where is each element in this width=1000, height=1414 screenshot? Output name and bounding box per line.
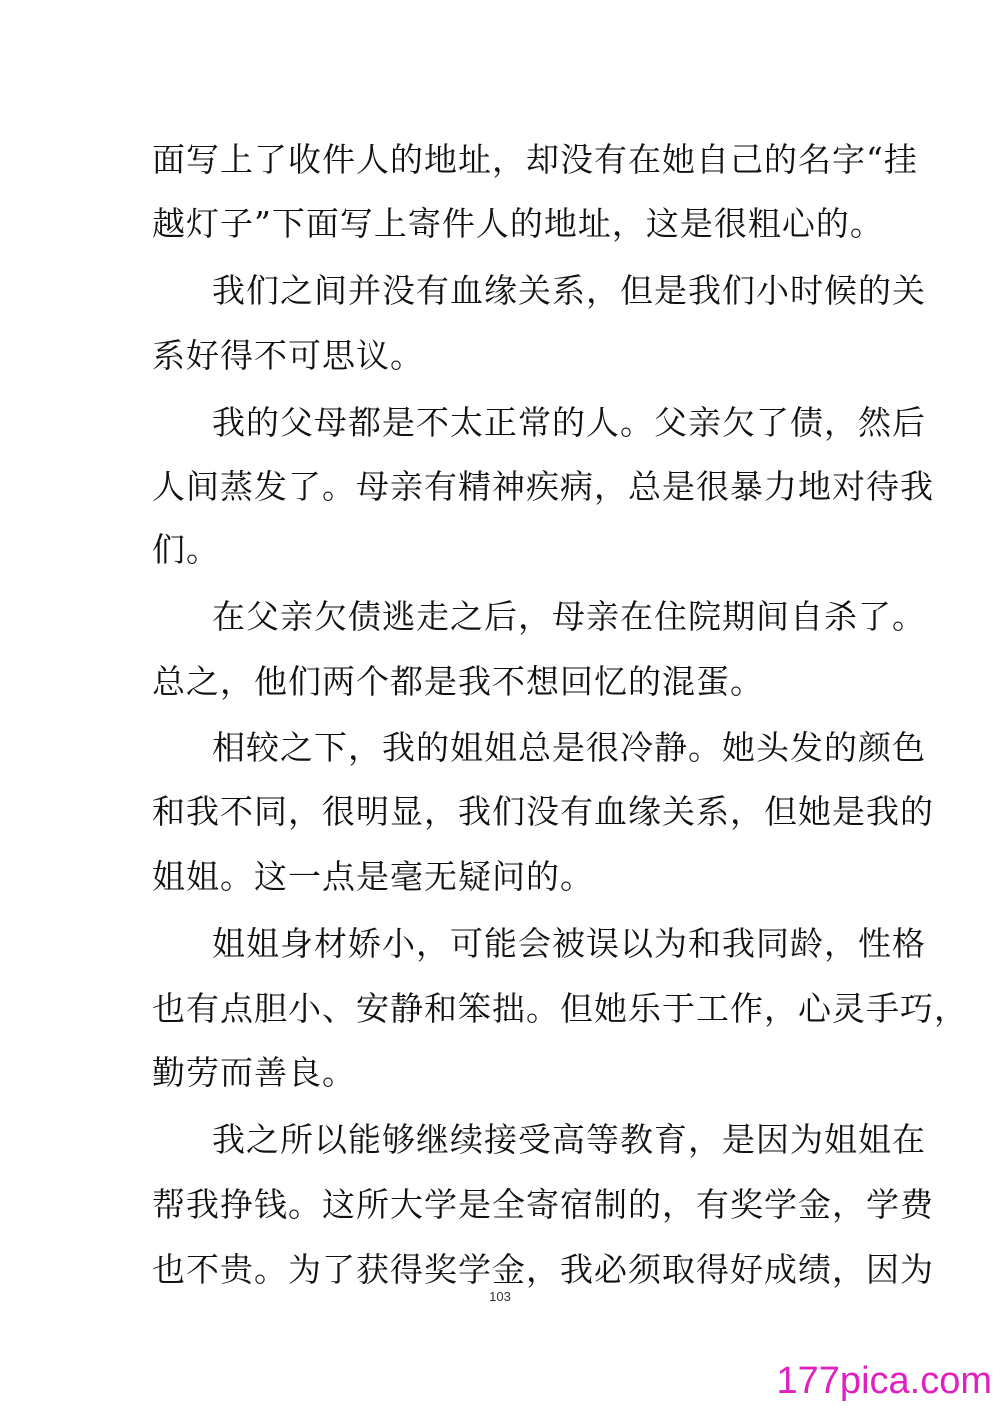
text-line: 帮我挣钱。这所大学是全寄宿制的，有奖学金，学费 <box>152 1185 934 1224</box>
text-line: 们。 <box>152 530 220 569</box>
paragraph-start-line: 我们之间并没有血缘关系，但是我们小时候的关 <box>212 271 926 310</box>
text-line: 总之，他们两个都是我不想回忆的混蛋。 <box>152 662 764 701</box>
text-line: 面写上了收件人的地址，却没有在她自己的名字“挂 <box>152 140 918 179</box>
paragraph-start-line: 姐姐身材娇小，可能会被误以为和我同龄，性格 <box>212 924 926 963</box>
paragraph-start-line: 相较之下，我的姐姐总是很冷静。她头发的颜色 <box>212 728 926 767</box>
text-line: 姐姐。这一点是毫无疑问的。 <box>152 857 594 896</box>
paragraph-start-line: 在父亲欠债逃走之后，母亲在住院期间自杀了。 <box>212 597 926 636</box>
text-line: 和我不同，很明显，我们没有血缘关系，但她是我的 <box>152 792 934 831</box>
paragraph-start-line: 我之所以能够继续接受高等教育，是因为姐姐在 <box>212 1120 926 1159</box>
text-line: 系好得不可思议。 <box>152 336 424 375</box>
paragraph-start-line: 我的父母都是不太正常的人。父亲欠了债，然后 <box>212 403 926 442</box>
page-number: 103 <box>489 1289 511 1304</box>
text-line: 也不贵。为了获得奖学金，我必须取得好成绩，因为 <box>152 1250 934 1289</box>
text-line: 也有点胆小、安静和笨拙。但她乐于工作，心灵手巧， <box>152 989 968 1028</box>
text-line: 越灯子”下面写上寄件人的地址，这是很粗心的。 <box>152 204 884 243</box>
text-line: 人间蒸发了。母亲有精神疾病，总是很暴力地对待我 <box>152 467 934 506</box>
text-line: 勤劳而善良。 <box>152 1053 356 1092</box>
site-watermark: 177pica.com <box>776 1360 992 1402</box>
